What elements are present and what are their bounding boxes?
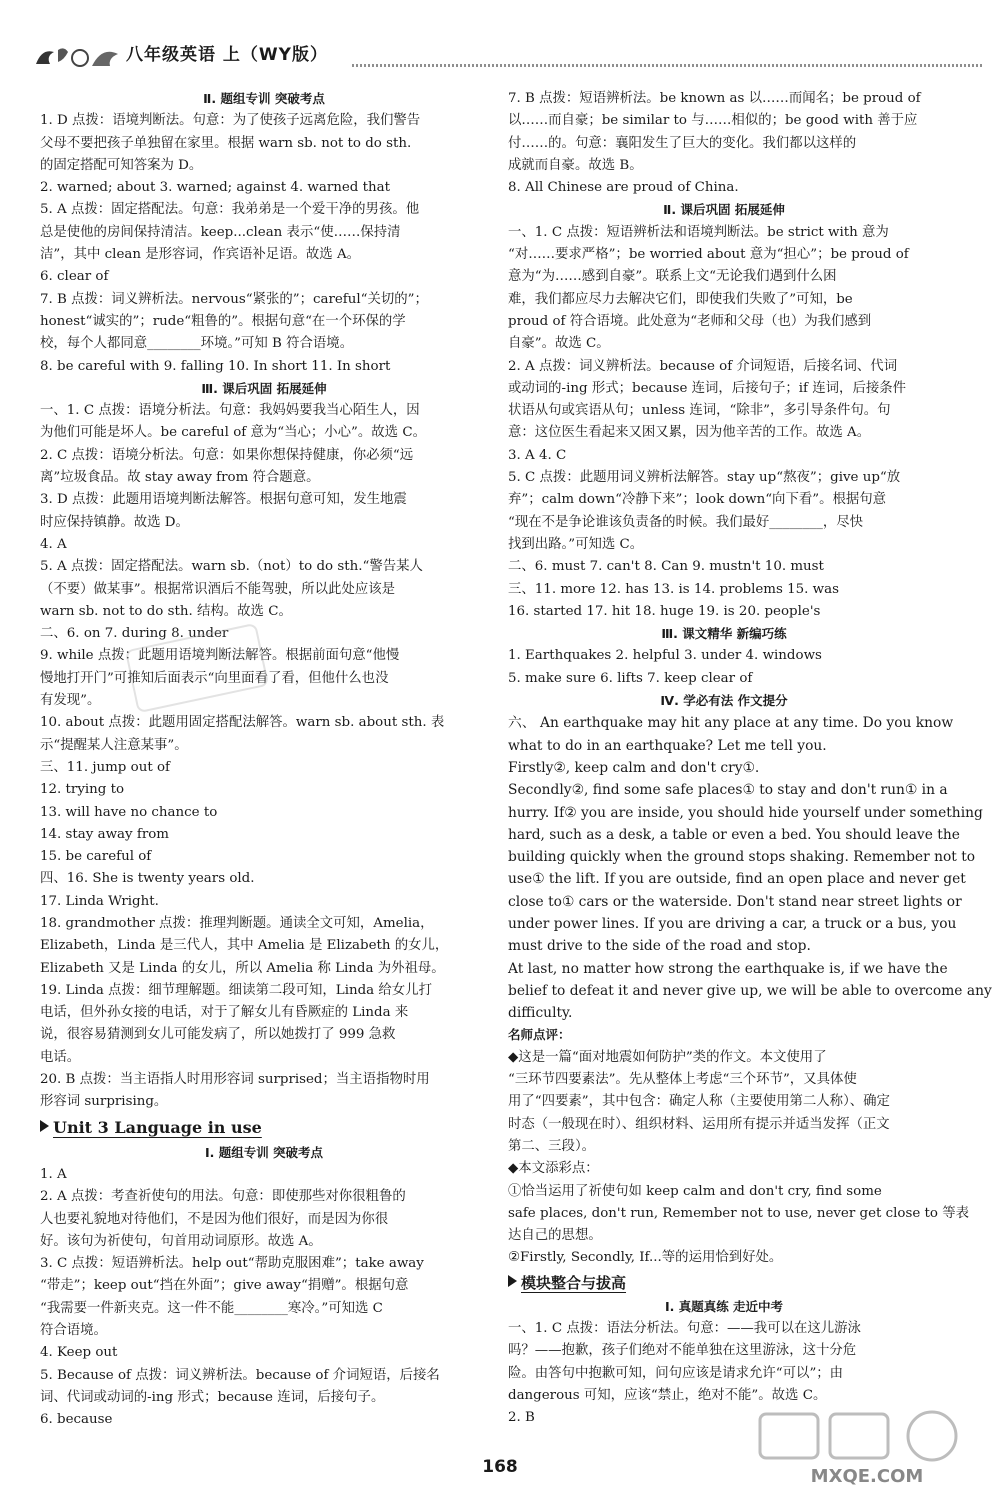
left-line: 4. A	[40, 536, 67, 552]
left-line: 三、11. jump out of	[40, 759, 170, 775]
right-line: 16. started 17. hit 18. huge 19. is 20. people's	[508, 603, 821, 619]
left-section-heading: Ⅰ. 题组专训 突破考点	[204, 1144, 324, 1160]
right-line: 时态（一般现在时）、组织材料、运用所有提示并适当发挥（正文	[508, 1116, 890, 1132]
right-line: 7. B 点拨：短语辨析法。be known as 以……而闻名；be proud of	[508, 91, 921, 106]
module-heading	[508, 1270, 940, 1296]
left-line: 2. C 点拨：语境分析法。句意：如果你想保持健康，你必须“远	[40, 447, 414, 463]
left-line: 5. A 点拨：固定搭配法。warn sb.（not）to do sth.“警告某人	[40, 559, 423, 575]
left-line: 1. D 点拨：语境判断法。句意：为了使孩子远离危险，我们警告	[40, 113, 421, 129]
left-line: Elizabeth 又是 Linda 的女儿，所以 Amelia 称 Linda 为外祖母。	[40, 960, 445, 976]
left-line: 校，每个人都同意________环境。”可知 B 符合语境。	[40, 336, 354, 352]
page-number: 168	[482, 1457, 518, 1477]
right-line: 三、11. more 12. has 13. is 14. problems 15. was	[508, 581, 839, 597]
right-line: Firstly②, keep calm and don't cry①.	[508, 759, 760, 776]
left-line: 慢地打开门”可推知后面表示“向里面看了看，但他什么也没	[40, 670, 389, 686]
left-line: 电话，但外孙女接的电话，对于了解女儿有昏厥症的 Linda 来	[40, 1005, 409, 1021]
left-line: honest“诚实的”；rude“粗鲁的”。根据句意“在一个环保的学	[40, 313, 406, 329]
right-section-heading: Ⅳ. 学必有法 作文提分	[660, 693, 788, 709]
right-line: ①恰当运用了祈使句如 keep calm and don't cry, find some	[508, 1183, 882, 1199]
left-line: warn sb. not to do sth. 结构。故选 C。	[40, 603, 292, 619]
brand-logo-icon	[32, 44, 122, 70]
right-line: 意：这位医生看起来又困又累，因为他辛苦的工作。故选 A。	[508, 425, 871, 441]
left-line: 14. stay away from	[40, 826, 169, 842]
right-section-heading: Ⅰ. 真题真练 走近中考	[664, 1298, 784, 1314]
left-line: 5. A 点拨：固定搭配法。句意：我弟弟是一个爱干净的男孩。他	[40, 202, 420, 218]
right-line: 付……的。句意：襄阳发生了巨大的变化。我们都以这样的	[508, 135, 857, 151]
right-line: 一、1. C 点拨：短语辨析法和语境判断法。be strict with 意为	[508, 224, 889, 240]
left-line: 6. clear of	[40, 269, 109, 285]
right-line: 找到出路。”可知选 C。	[508, 536, 644, 552]
left-line: 词、代词或动词的-ing 形式；because 连词，后接句子。	[40, 1389, 385, 1405]
left-line: 的固定搭配可知答案为 D。	[40, 157, 203, 173]
left-line: 12. trying to	[40, 782, 125, 798]
left-line: 7. B 点拨：词义辨析法。nervous“紧张的”；careful“关切的”；	[40, 291, 428, 307]
left-line: 人也要礼貌地对待他们，不是因为他们很好，而是因为你很	[40, 1211, 389, 1227]
right-line: 8. All Chinese are proud of China.	[508, 180, 739, 196]
right-line: 3. A 4. C	[508, 447, 567, 463]
right-line: ②Firstly, Secondly, If...等的运用恰到好处。	[508, 1250, 783, 1266]
right-line: building quickly when the ground stops shaking. Remember not to	[508, 849, 976, 866]
left-line: 离”垃圾食品。故 stay away from 符合题意。	[40, 470, 320, 486]
right-line: At last, no matter how strong the earthquake is, if we have the	[508, 960, 948, 977]
right-line: 吗？——抱歉，孩子们绝对不能单独在这里游泳，这十分危	[508, 1343, 857, 1359]
triangle-marker-icon	[508, 1275, 517, 1287]
comment-heading: 名师点评：	[508, 1027, 571, 1043]
right-line: what to do in an earthquake? Let me tell you.	[508, 737, 827, 754]
left-line: 18. grandmother 点拨：推理判断题。通读全文可知，Amelia，	[40, 915, 434, 931]
right-line: 状语从句或宾语从句；unless 连词，“除非”，多引导条件句。句	[508, 403, 891, 419]
triangle-marker-icon	[40, 1120, 49, 1132]
watermark-logo-icon	[752, 1408, 982, 1488]
right-line: hurry. If② you are inside, you should hide yourself under something	[508, 804, 983, 821]
module-heading-text: 模块整合与拔高	[521, 1273, 627, 1292]
left-line: 17. Linda Wright.	[40, 893, 159, 909]
left-line: 一、1. C 点拨：语境分析法。句意：我妈妈要我当心陌生人，因	[40, 403, 420, 419]
right-line: 达自己的思想。	[508, 1228, 602, 1244]
right-line: 自豪”。故选 C。	[508, 336, 610, 352]
right-line: 用了“四要素”，其中包含：确定人称（主要使用第二人称）、确定	[508, 1094, 890, 1110]
left-line: 有发现”。	[40, 693, 101, 709]
unit-heading-text: Unit 3 Language in use	[53, 1117, 262, 1137]
right-line: under power lines. If you are driving a car, a truck or a bus, you	[508, 915, 957, 932]
left-line: 示“提醒某人注意某事”。	[40, 737, 188, 753]
left-line: 5. Because of 点拨：词义辨析法。because of 介词短语，后接名	[40, 1367, 440, 1383]
book-title: 八年级英语 上（WY版）	[126, 45, 328, 65]
left-line: 1. A	[40, 1166, 67, 1182]
left-line: Elizabeth，Linda 是三代人，其中 Amelia 是 Elizabeth 的女儿，	[40, 938, 449, 954]
left-line: （不要）做某事”。根据常识酒后不能驾驶，所以此处应该是	[40, 581, 395, 597]
right-line: use① the lift. If you are outside, find an open place and never get	[508, 871, 966, 888]
right-line: proud of 符合语境。此处意为“老师和父母（也）为我们感到	[508, 313, 872, 329]
watermark-url: MXQE.COM	[810, 1466, 924, 1487]
left-line: 4. Keep out	[40, 1345, 118, 1361]
left-line: 好。该句为祈使句，句首用动词原形。故选 A。	[40, 1233, 322, 1249]
left-line: 说，很容易猜测到女儿可能发病了，所以她拨打了 999 急救	[40, 1027, 396, 1043]
right-line: 六、 An earthquake may hit any place at any time. Do you know	[508, 715, 954, 732]
page-header	[22, 40, 982, 74]
left-line: “带走”；keep out“挡在外面”；give away“捐赠”。根据句意	[40, 1278, 409, 1294]
header-rule	[352, 64, 982, 67]
right-line: ◆这是一篇“面对地震如何防护”类的作文。本文使用了	[508, 1049, 827, 1065]
right-line: 或动词的-ing 形式；because 连词，后接句子；if 连词，后接条件	[508, 380, 907, 396]
right-line: must drive to the side of the road and stop.	[508, 938, 811, 955]
left-line: 二、6. on 7. during 8. under	[40, 626, 229, 642]
right-line: 成就而自豪。故选 B。	[508, 157, 643, 173]
left-line: 总是使他的房间保持清洁。keep...clean 表示“使……保持清	[40, 224, 401, 240]
right-line: ◆本文添彩点：	[508, 1161, 599, 1177]
left-line: 3. D 点拨：此题用语境判断法解答。根据句意可知，发生地震	[40, 492, 407, 508]
right-line: 二、6. must 7. can't 8. Can 9. mustn't 10. must	[508, 559, 824, 575]
left-line: 9. while 点拨：此题用语境判断法解答。根据前面句意“他慢	[40, 648, 400, 664]
left-line: 形容词 surprising。	[40, 1094, 168, 1110]
left-line: 2. A 点拨：考查祈使句的用法。句意：即使那些对你很粗鲁的	[40, 1189, 406, 1205]
left-column	[40, 88, 488, 1432]
right-line: Secondly②, find some safe places① to stay and don't run① in a	[508, 782, 948, 799]
right-line: 以……而自豪；be similar to 与……相似的；be good with 善于应	[508, 113, 918, 129]
right-line: 5. C 点拨：此题用词义辨析法解答。stay up“熬夜”；give up“放	[508, 470, 901, 486]
right-line: difficulty.	[508, 1005, 573, 1022]
left-line: 10. about 点拨：此题用固定搭配法解答。warn sb. about sth. 表	[40, 715, 445, 731]
left-line: 3. C 点拨：短语辨析法。help out“帮助克服困难”；take away	[40, 1256, 424, 1272]
right-line: 1. Earthquakes 2. helpful 3. under 4. windows	[508, 648, 822, 664]
right-line: 一、1. C 点拨：语法分析法。句意：——我可以在这儿游泳	[508, 1321, 861, 1337]
right-line: hard, such as a desk, a table or even a bed. You should leave the	[508, 826, 960, 843]
left-line: 时应保持镇静。故选 D。	[40, 514, 189, 530]
right-line: “现在不是争论谁该负责备的时候。我们最好________，尽快	[508, 514, 864, 530]
left-line: 为他们可能是坏人。be careful of 意为“当心；小心”。故选 C。	[40, 425, 426, 441]
right-section-heading: Ⅱ. 课后巩固 拓展延伸	[663, 202, 785, 218]
right-line: close to① cars or the waterside. Don't stand near street lights or	[508, 893, 962, 910]
right-line: 意为“为……感到自豪”。联系上文“无论我们遇到什么困	[508, 269, 837, 285]
left-section-heading: Ⅱ. 题组专训 突破考点	[203, 91, 325, 106]
right-section-heading: Ⅲ. 课文精华 新编巧练	[661, 626, 787, 642]
left-line: 洁”，其中 clean 是形容词，作宾语补足语。故选 A。	[40, 247, 361, 263]
right-line: 弃”；calm down“冷静下来”；look down“向下看”。根据句意	[508, 492, 887, 508]
right-line: 难，我们都应尽力去解决它们，即使我们失败了”可知，be	[508, 291, 853, 307]
right-line: 险。由答句中抱歉可知，问句应该是请求允许“可以”；由	[508, 1365, 844, 1381]
right-line: 5. make sure 6. lifts 7. keep clear of	[508, 670, 753, 686]
left-line: 8. be careful with 9. falling 10. In short 11. In short	[40, 358, 391, 374]
left-line: “我需要一件新夹克。这一件不能________寒冷。”可知选 C	[40, 1300, 383, 1316]
left-line: 四、16. She is twenty years old.	[40, 871, 255, 887]
right-line: 2. B	[508, 1410, 535, 1426]
left-line: 15. be careful of	[40, 849, 152, 865]
left-line: 符合语境。	[40, 1323, 107, 1339]
left-line: 6. because	[40, 1412, 113, 1428]
right-line: 2. A 点拨：词义辨析法。because of 介词短语，后接名词、代词	[508, 358, 898, 374]
right-line: “对……要求严格”；be worried about 意为“担心”；be proud of	[508, 247, 909, 263]
left-line: 2. warned; about 3. warned; against 4. warned that	[40, 180, 390, 196]
right-line: 第二、三段）。	[508, 1138, 596, 1154]
right-line: “三环节四要素法”。先从整体上考虑“三个环节”，又具体使	[508, 1072, 857, 1088]
unit-heading	[40, 1114, 488, 1142]
left-line: 19. Linda 点拨：细节理解题。细读第二段可知，Linda 给女儿打	[40, 982, 432, 998]
right-line: dangerous 可知，应该“禁止，绝对不能”。故选 C。	[508, 1387, 827, 1403]
left-line: 电话。	[40, 1049, 81, 1065]
left-line: 13. will have no chance to	[40, 804, 218, 820]
left-line: 父母不要把孩子单独留在家里。根据 warn sb. not to do sth.	[40, 135, 412, 151]
right-line: belief to defeat it and never give up, we will be able to overcome any	[508, 982, 992, 999]
right-column	[508, 88, 992, 1430]
left-section-heading: Ⅲ. 课后巩固 拓展延伸	[201, 380, 327, 396]
left-line: 20. B 点拨：当主语指人时用形容词 surprised；当主语指物时用	[40, 1072, 430, 1088]
right-line: safe places, don't run, Remember not to use, never get close to 等表	[508, 1205, 970, 1221]
